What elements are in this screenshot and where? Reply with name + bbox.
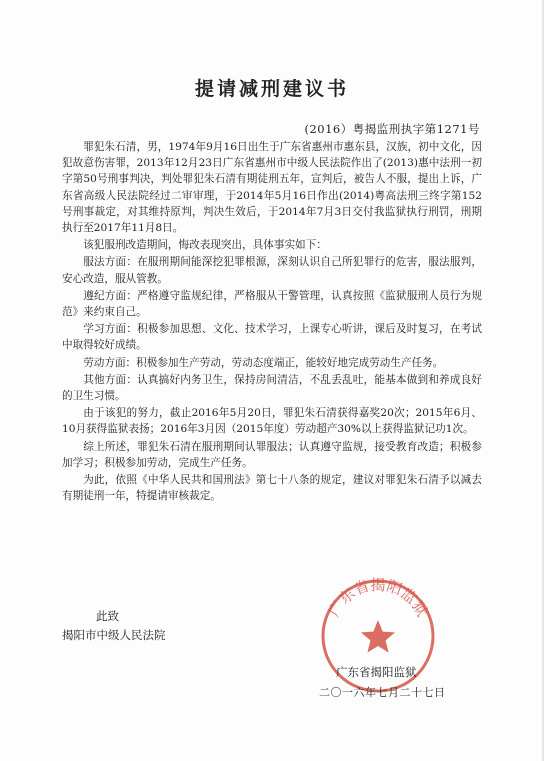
document-title: 提请减刑建议书 — [194, 78, 349, 100]
document-body — [62, 139, 482, 504]
issuer-name: 广东省揭阳监狱 — [336, 665, 417, 679]
paragraph-labor: 劳动方面：积极参加生产劳动，劳动态度端正，能较好地完成劳动生产任务。 — [83, 356, 444, 369]
paragraph-other: 其他方面：认真搞好内务卫生，保持房间清洁，不乱丢乱吐，能基本做到和养成良好的卫生习惯。 — [62, 373, 482, 403]
paragraph-rewards: 由于该犯的努力，截止2016年5月20日，罪犯朱石清获得嘉奖20次；2015年6月、10月获得监狱表扬；2016年3月因（2015年度）劳动超产30%以上获得监狱记功1次。 — [62, 407, 482, 436]
document-number: (2016）粤揭监刑执字第1271号 — [304, 122, 480, 136]
recipient-court: 揭阳市中级人民法院 — [62, 628, 166, 642]
addressee-block — [62, 607, 166, 645]
salutation: 此致 — [96, 609, 119, 623]
paragraph-discipline: 遵纪方面：严格遵守监规纪律，严格服从干警管理，认真按照《监狱服刑人员行为规范》来约束自己。 — [62, 289, 482, 319]
paragraph-proposal: 为此，依照《中华人民共和国刑法》第七十八条的规定，建议对罪犯朱石清予以减去有期徒刑一年，特提请审核裁定。 — [62, 474, 482, 503]
paragraph-intro: 该犯服刑改造期间，悔改表现突出，具体事实如下： — [83, 239, 327, 252]
paragraph-summary: 综上所述，罪犯朱石清在服刑期间认罪服法；认真遵守监规，接受教育改造；积极参加学习；积极参加劳动，完成生产任务。 — [62, 440, 482, 469]
paragraph-law-abiding: 服法方面：在服刑期间能深挖犯罪根源，深刻认识自己所犯罪行的危害，服法服判，安心改造，服从管教。 — [62, 256, 482, 285]
issue-date: 二〇一六年七月二十七日 — [319, 686, 446, 699]
svg-text:广东省揭阳监狱: 广东省揭阳监狱 — [324, 576, 432, 620]
paragraph-study: 学习方面：积极参加思想、文化、技术学习，上课专心听讲，课后及时复习，在考试中取得较好成绩。 — [62, 323, 482, 352]
paragraph-basic-info: 罪犯朱石清，男，1974年9月16日出生于广东省惠州市惠东县，汉族，初中文化，因犯故意伤害罪，2013年12月23日广东省惠州市中级人民法院作出了(2013)惠中法刑一初字第50号刑事判决，判处罪犯朱石清有期徒刑五年，宣判后，被告人不服，提出上诉，广东省高级人民法院经过二审审理，于2014年5月16日作出(2014)粤高法刑三终字第152号刑事裁定，对其维持原判，判决生效后，于2014年7月3日交付我监狱执行刑罚，刑期执行至2017年11月8日。 — [62, 141, 482, 235]
